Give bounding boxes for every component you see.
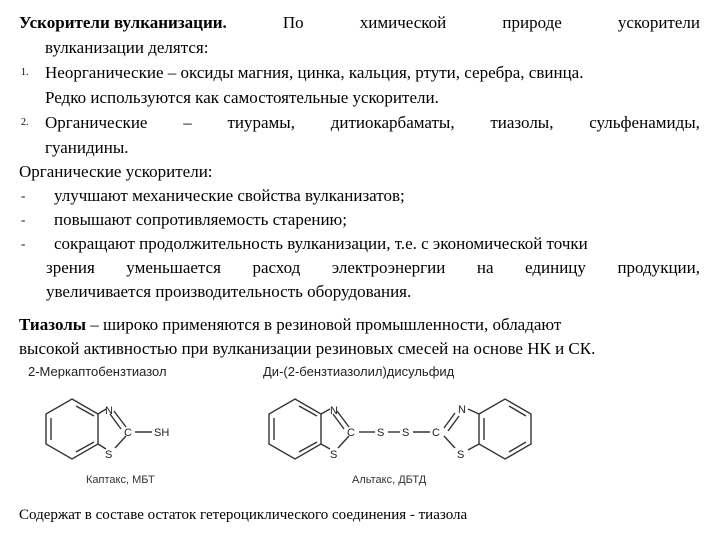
bullet-marker: - (21, 188, 26, 203)
word: расход (252, 258, 301, 277)
organic-heading: Органические ускорители: (19, 162, 213, 181)
word: дитиокарбаматы, (330, 113, 455, 132)
type-1-line-1: Неорганические – оксиды магния, цинка, кальция, ртути, серебра, свинца. (45, 63, 584, 82)
list-number: 1. (21, 67, 29, 78)
intro-word: По (282, 13, 304, 32)
intro-title: Ускорители вулканизации. (19, 13, 227, 32)
list-number: 2. (21, 117, 29, 128)
footer-note: Содержат в составе остаток гетероциклического соединения - тиазола (19, 507, 468, 523)
atom-s: S (457, 449, 465, 461)
atom-s: S (330, 449, 338, 461)
bullet-marker: - (21, 212, 26, 227)
word: на (476, 258, 494, 277)
atom-c: C (347, 427, 355, 439)
atom-sh: SH (154, 427, 170, 439)
atom-c: C (432, 427, 440, 439)
bullet-1: улучшают механические свойства вулканизатов; (54, 186, 405, 205)
word: единицу (525, 258, 586, 277)
word: электроэнергии (331, 258, 446, 277)
word: – (183, 113, 192, 132)
word: Органические (45, 113, 148, 132)
thiazoles-text: – широко применяются в резиновой промышленности, обладают (86, 315, 562, 334)
atom-n: N (105, 405, 113, 417)
intro-word: ускорители (617, 13, 700, 32)
atom-s: S (377, 427, 385, 439)
bullet-3-line-2 (46, 257, 700, 279)
type-2-line-1 (45, 112, 700, 134)
intro-word: природе (502, 13, 562, 32)
thiazoles-term: Тиазолы (19, 315, 87, 334)
bullet-2: повышают сопротивляемость старению; (54, 210, 347, 229)
structures-figure (0, 378, 720, 498)
mbt-structure (46, 399, 152, 459)
word: тиазолы, (490, 113, 554, 132)
structure-1-label: 2-Меркаптобензтиазол (28, 364, 167, 379)
word: продукции, (617, 258, 700, 277)
structure-1-caption: Каптакс, МБТ (86, 474, 155, 486)
benzene-ring (479, 399, 531, 459)
type-2-line-2: гуанидины. (45, 138, 129, 157)
atom-n: N (330, 405, 338, 417)
word: сульфенамиды, (589, 113, 700, 132)
thiazoles-line-2: высокой активностью при вулканизации резиновых смесей на основе НК и СК. (19, 339, 596, 358)
bullet-marker: - (21, 236, 26, 251)
benzene-ring (46, 399, 98, 459)
structure-2-caption: Альтакс, ДБТД (352, 474, 427, 486)
intro-word: химической (359, 13, 447, 32)
bullet-3-line-1: сокращают продолжительность вулканизации, т.е. с экономической точки (54, 234, 588, 253)
intro-line-1 (19, 12, 700, 34)
structure-2-label: Ди-(2-бензтиазолил)дисульфид (263, 364, 455, 379)
intro-line-2: вулканизации делятся: (45, 38, 209, 57)
word: тиурамы, (227, 113, 295, 132)
dbtd-structure (269, 399, 531, 459)
atom-s: S (105, 449, 113, 461)
atom-c: C (124, 427, 132, 439)
benzene-ring (269, 399, 321, 459)
word: уменьшается (126, 258, 221, 277)
thiazoles-line-1 (19, 314, 561, 336)
type-1-line-2: Редко используются как самостоятельные ускорители. (45, 88, 439, 107)
atom-s: S (402, 427, 410, 439)
word: зрения (46, 258, 95, 277)
atom-n: N (458, 404, 466, 416)
bullet-3-line-3: увеличивается производительность оборудования. (46, 282, 412, 301)
